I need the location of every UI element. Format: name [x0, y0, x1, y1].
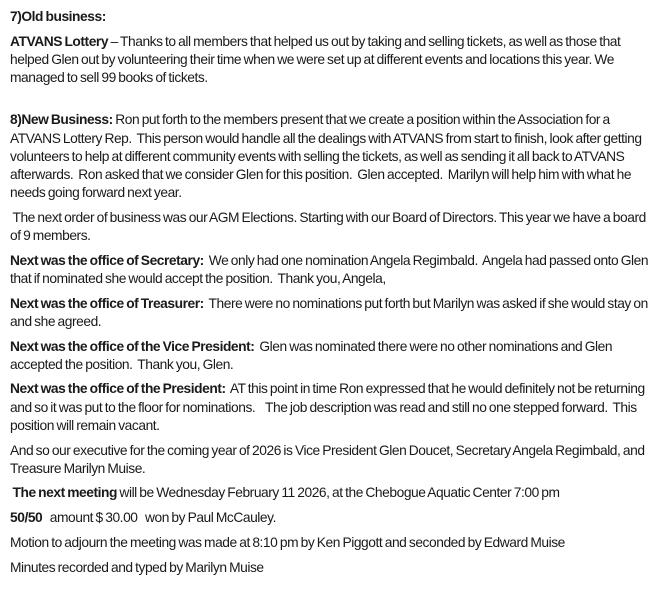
paragraph-text: The next order of business was our AGM Elections. Starting with our Board of Directors. This year we have a board of 9 members.: [10, 209, 649, 244]
paragraph-text: Minutes recorded and typed by Marilyn Muise: [10, 559, 264, 575]
paragraph-lead: 7)Old business:: [10, 9, 106, 24]
paragraph-fifty-fifty-draw: [10, 509, 650, 527]
paragraph-old-business-heading: [10, 8, 650, 26]
paragraph-lead: ATVANS Lottery: [10, 33, 111, 49]
paragraph-text: We only had one nomination Angela Regimbald. Angela had passed onto Glen that if nominated she would accept the position. Thank you, Angela,: [10, 252, 651, 286]
paragraph-lead: Next was the office of Secretary:: [10, 252, 204, 268]
paragraph-lead: The next meeting: [10, 485, 117, 501]
paragraph-text: AT this point in time Ron expressed that he would definitely not be returning and so it was put to the floor for nominations. The job description was read and still no one stepped forward. This position will remain vacant.: [10, 381, 648, 433]
paragraph-office-secretary: [10, 252, 650, 288]
paragraph-office-treasurer: [10, 295, 650, 331]
paragraph-lead: Next was the office of Treasurer:: [10, 295, 204, 311]
paragraph-text: will be Wednesday February 11 2026, at the Chebogue Aquatic Center 7:00 pm: [116, 485, 560, 501]
paragraph-lead: 50/50: [10, 510, 43, 526]
paragraph-agm-elections: [10, 209, 650, 245]
paragraph-text: amount $ 30.00 won by Paul McCauley.: [42, 510, 276, 526]
paragraph-atvans-lottery: [10, 33, 650, 88]
paragraph-text: Glen was nominated there were no other nominations and Glen accepted the position. Thank you, Glen.: [10, 338, 615, 372]
paragraph-lead: 8)New Business:: [10, 112, 113, 128]
paragraph-executive-2026: [10, 442, 650, 478]
paragraph-adjournment: [10, 534, 650, 552]
paragraph-text: Motion to adjourn the meeting was made at 8:10 pm by Ken Piggott and seconded by Edward Muise: [10, 534, 565, 550]
paragraph-office-president: [10, 380, 650, 435]
paragraph-lead: Next was the office of the Vice President:: [10, 338, 255, 354]
paragraph-office-vice-president: [10, 338, 650, 374]
paragraph-text: Ron put forth to the members present that we create a position within the Association for a ATVANS Lottery Rep. This person would handle all the dealings with ATVANS from start to finish, look after getting volunteers to help at different community events with selling the tickets, as well as sending it all back to ATVANS afterwards. Ron asked that we consider Glen for this position. Glen accepted. Marilyn will help him with what he needs going forward next year.: [10, 112, 645, 201]
paragraph-text: – Thanks to all members that helped us out by taking and selling tickets, as well as those that helped Glen out by volunteering their time when we were set up at different events and locations this year. We managed to sell 99 books of tickets.: [10, 33, 623, 86]
paragraph-next-meeting: [10, 484, 650, 502]
paragraph-text: There were no nominations put forth but Marilyn was asked if she would stay on and she agreed.: [10, 295, 651, 329]
paragraph-text: And so our executive for the coming year of 2026 is Vice President Glen Doucet, Secretary Angela Regimbald, and Treasure Marilyn Muise.: [10, 442, 647, 476]
paragraph-new-business: [10, 111, 650, 202]
paragraph-minutes-recorded: [10, 559, 650, 577]
paragraph-lead: Next was the office of the President:: [10, 381, 226, 397]
